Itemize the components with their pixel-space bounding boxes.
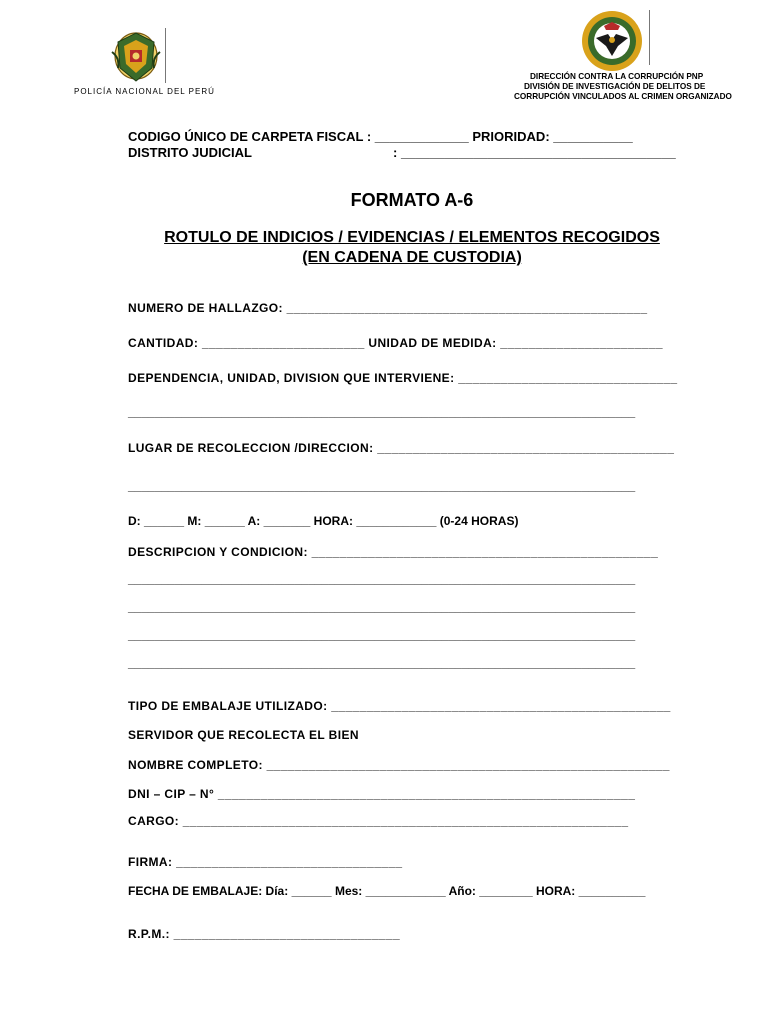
format-title: FORMATO A-6: [350, 190, 474, 210]
distrito-judicial-field[interactable]: : ______________________________________: [393, 145, 676, 160]
descripcion-line-4[interactable]: ____________________________________________________________________________: [128, 656, 636, 670]
carpeta-fiscal-field[interactable]: CODIGO ÚNICO DE CARPETA FISCAL : _____________ PRIORIDAD: ___________: [128, 129, 633, 144]
header-divider-right: [649, 10, 650, 65]
numero-hallazgo-field[interactable]: NUMERO DE HALLAZGO: ___________________________________________________: [128, 301, 648, 315]
rpm-field[interactable]: R.P.M.: ________________________________: [128, 927, 401, 941]
header-divider-left: [165, 28, 166, 83]
descripcion-field[interactable]: DESCRIPCION Y CONDICION: _________________________________________________: [128, 545, 659, 559]
left-org-name: POLICÍA NACIONAL DEL PERÚ: [74, 87, 215, 96]
cargo-field[interactable]: CARGO: _______________________________________________________________: [128, 814, 629, 828]
right-header-line-2: DIVISIÓN DE INVESTIGACIÓN DE DELITOS DE: [524, 82, 706, 91]
dependencia-extra-line[interactable]: ____________________________________________________________________________: [128, 405, 636, 419]
dni-cip-field[interactable]: DNI – CIP – N° ___________________________________________________________: [128, 787, 636, 801]
right-header-line-1: DIRECCIÓN CONTRA LA CORRUPCIÓN PNP: [530, 72, 704, 81]
nombre-completo-field[interactable]: NOMBRE COMPLETO: _________________________________________________________: [128, 758, 670, 772]
distrito-judicial-label: DISTRITO JUDICIAL: [128, 145, 252, 160]
dependencia-field[interactable]: DEPENDENCIA, UNIDAD, DIVISION QUE INTERVIENE: _______________________________: [128, 371, 678, 385]
descripcion-line-3[interactable]: ____________________________________________________________________________: [128, 628, 636, 642]
descripcion-line-1[interactable]: ____________________________________________________________________________: [128, 572, 636, 586]
form-heading-line-2: (EN CADENA DE CUSTODIA): [302, 249, 522, 266]
fecha-embalaje-field[interactable]: FECHA DE EMBALAJE: Día: ______ Mes: ____________ Año: ________ HORA: __________: [128, 884, 646, 898]
lugar-extra-line[interactable]: ____________________________________________________________________________: [128, 479, 636, 493]
tipo-embalaje-field[interactable]: TIPO DE EMBALAJE UTILIZADO: ________________________________________________: [128, 699, 671, 713]
right-header-line-3: CORRUPCIÓN VINCULADOS AL CRIMEN ORGANIZADO: [514, 92, 732, 101]
pnp-emblem-logo: [108, 28, 166, 86]
descripcion-line-2[interactable]: ____________________________________________________________________________: [128, 600, 636, 614]
firma-field[interactable]: FIRMA: ________________________________: [128, 855, 403, 869]
cantidad-unidad-field[interactable]: CANTIDAD: _______________________ UNIDAD DE MEDIDA: _______________________: [128, 336, 663, 350]
fecha-hora-field[interactable]: D: ______ M: ______ A: _______ HORA: ____________ (0-24 HORAS): [128, 514, 519, 528]
anticorruption-seal-logo: [574, 10, 650, 72]
form-heading-line-1: ROTULO DE INDICIOS / EVIDENCIAS / ELEMENTOS RECOGIDOS: [164, 229, 660, 246]
lugar-recoleccion-field[interactable]: LUGAR DE RECOLECCION /DIRECCION: __________________________________________: [128, 441, 675, 455]
servidor-section-label: SERVIDOR QUE RECOLECTA EL BIEN: [128, 728, 359, 742]
